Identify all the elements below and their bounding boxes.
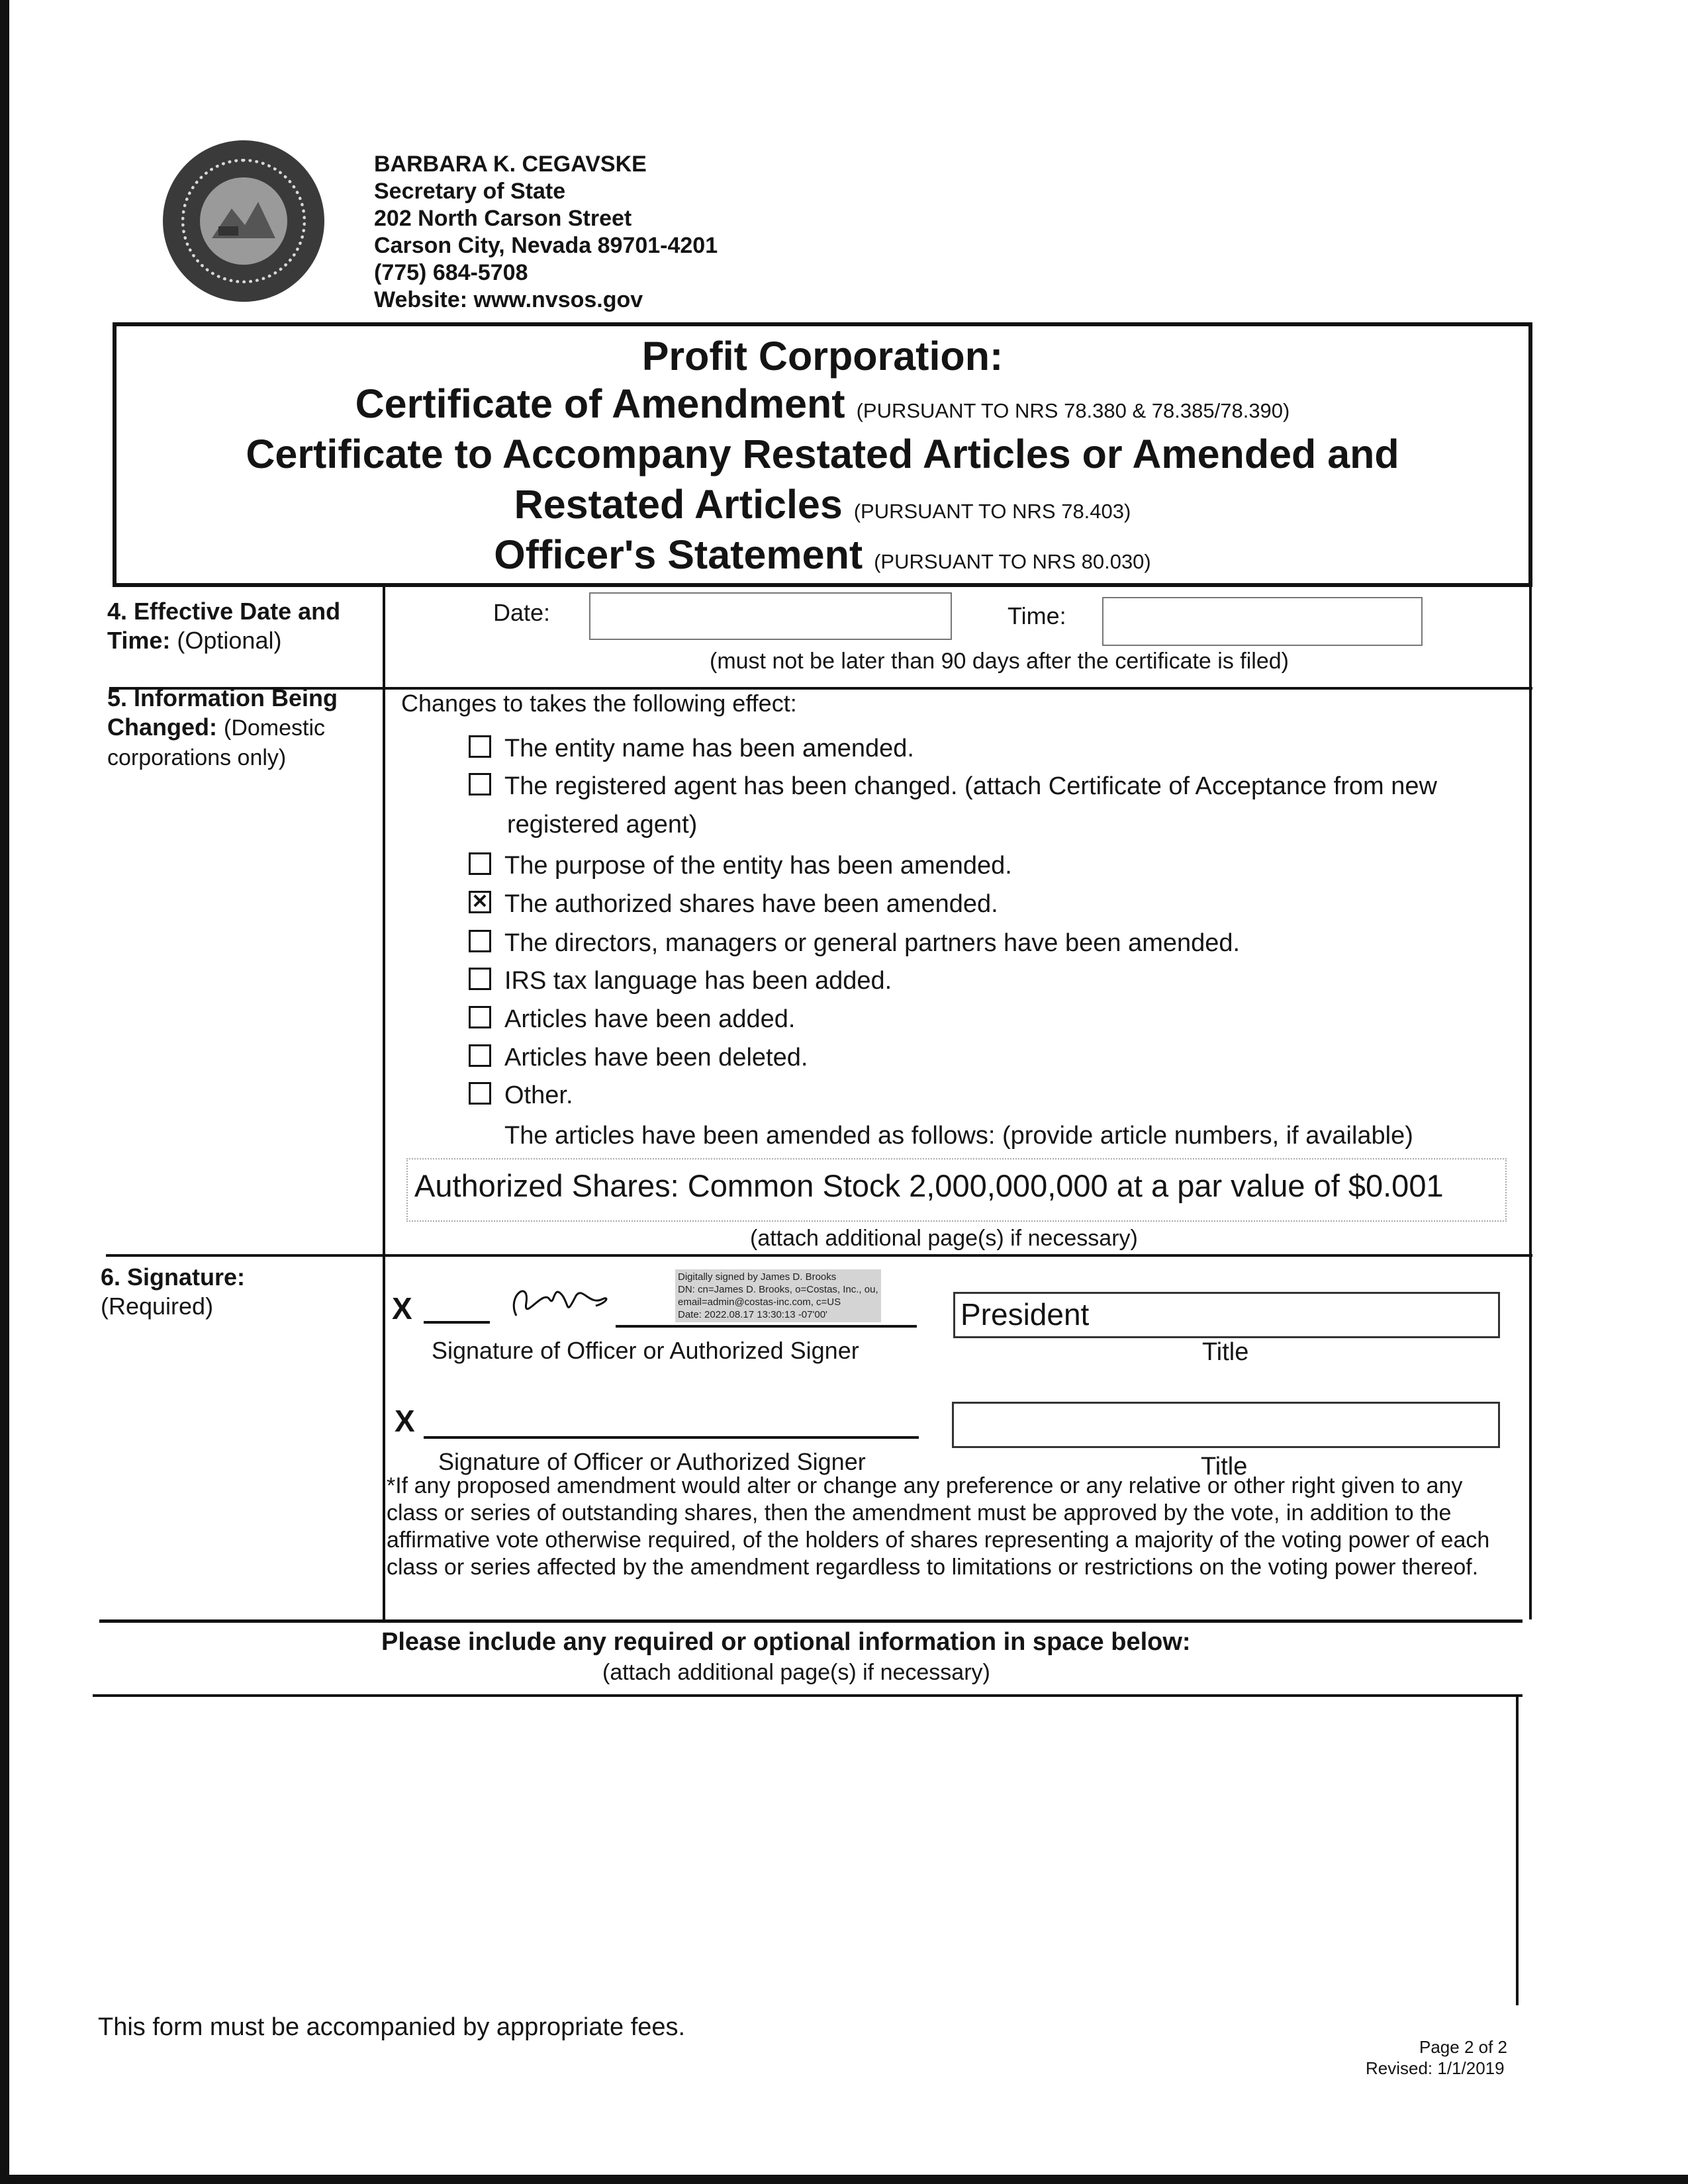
checkbox-registered-agent[interactable]: The registered agent has been changed. (attach Certificate of Acceptance from new xyxy=(469,768,1437,805)
checkbox[interactable] xyxy=(469,852,491,875)
registered-agent-continued: registered agent) xyxy=(507,811,698,839)
time-label: Time: xyxy=(1008,602,1066,629)
amended-articles-field[interactable]: Authorized Shares: Common Stock 2,000,000,000 at a par value of $0.001 xyxy=(406,1158,1507,1222)
title-caption: Title xyxy=(1202,1338,1249,1366)
title-restated-articles: Restated Articles (PURSUANT TO NRS 78.403) xyxy=(514,482,1131,527)
form-title-box xyxy=(113,322,1532,587)
secretary-name: BARBARA K. CEGAVSKE xyxy=(374,152,647,177)
office-address-block xyxy=(374,151,718,314)
title-caption: Title xyxy=(1201,1453,1248,1480)
title-certificate-restated: Certificate to Accompany Restated Articles or Amended and xyxy=(246,432,1399,477)
office-city: Carson City, Nevada 89701-4201 xyxy=(374,233,718,258)
section-4-label: 4. Effective Date and Time: (Optional) xyxy=(107,598,341,654)
title-field[interactable] xyxy=(952,1402,1500,1448)
amendment-footnote: *If any proposed amendment would alter or change any preference or any relative or other right given to any class or series of outstanding shares, then the amendment must be approved by the vote, in addition to the affirmative vote otherwise required, of the holders of shares representing a majority of the voting power of each class or series affected by the amendment regardless to limitations or restrictions on the voting power thereof. xyxy=(387,1473,1490,1580)
checkbox-authorized-shares[interactable]: ✕ The authorized shares have been amended. xyxy=(469,886,998,923)
signature-x-mark: X xyxy=(392,1291,412,1326)
signer-caption: Signature of Officer or Authorized Signer xyxy=(432,1337,859,1364)
signer-caption: Signature of Officer or Authorized Signer xyxy=(438,1448,866,1475)
row-divider xyxy=(106,1254,1532,1257)
secretary-role: Secretary of State xyxy=(374,179,566,204)
attach-pages-note: (attach additional page(s) if necessary) xyxy=(750,1226,1138,1251)
title-officers-statement: Officer's Statement (PURSUANT TO NRS 80.030) xyxy=(494,532,1151,577)
row-divider xyxy=(99,1619,1523,1623)
checkbox[interactable] xyxy=(469,773,491,796)
fees-notice: This form must be accompanied by appropriate fees. xyxy=(98,2013,686,2041)
handwritten-signature xyxy=(503,1276,616,1329)
date-limit-note: (must not be later than 90 days after the certificate is filed) xyxy=(710,649,1289,674)
checkbox[interactable] xyxy=(469,968,491,990)
office-phone: (775) 684-5708 xyxy=(374,260,528,285)
table-border xyxy=(1516,1694,1519,2005)
scan-edge xyxy=(0,0,9,2184)
checkbox[interactable] xyxy=(469,735,491,758)
title-profit-corporation: Profit Corporation: xyxy=(641,334,1004,379)
checkbox-other[interactable]: Other. xyxy=(469,1077,573,1114)
revised-date: Revised: 1/1/2019 xyxy=(1366,2058,1505,2078)
title-certificate-amendment: Certificate of Amendment (PURSUANT TO NRS 78.380 & 78.385/78.390) xyxy=(355,381,1290,426)
nrs-reference: (PURSUANT TO NRS 78.380 & 78.385/78.390) xyxy=(856,399,1290,422)
seal-mountain-icon xyxy=(212,199,275,238)
table-divider xyxy=(383,587,385,1619)
checkbox[interactable] xyxy=(469,1044,491,1067)
checkbox[interactable] xyxy=(469,1082,491,1105)
amended-as-follows-label: The articles have been amended as follows: (provide article numbers, if available) xyxy=(504,1122,1413,1150)
additional-information-area[interactable] xyxy=(93,1698,1515,2003)
signature-line xyxy=(616,1325,917,1328)
signature-line xyxy=(424,1321,490,1324)
checkbox-articles-added[interactable]: Articles have been added. xyxy=(469,1001,795,1038)
table-border xyxy=(1529,587,1532,1619)
checkbox[interactable] xyxy=(469,1006,491,1028)
checkbox[interactable] xyxy=(469,930,491,952)
effective-date-field[interactable] xyxy=(589,592,952,640)
checkbox-entity-name[interactable]: The entity name has been amended. xyxy=(469,730,914,767)
checked-checkbox-icon[interactable]: ✕ xyxy=(469,891,491,913)
date-label: Date: xyxy=(493,599,551,626)
extra-info-heading: Please include any required or optional information in space below: xyxy=(381,1628,1191,1656)
office-street: 202 North Carson Street xyxy=(374,206,632,231)
checkbox-directors[interactable]: The directors, managers or general partners have been amended. xyxy=(469,925,1240,962)
title-field[interactable]: President xyxy=(953,1292,1500,1338)
section-6-label: 6. Signature: (Required) xyxy=(101,1263,246,1320)
scan-edge xyxy=(0,2175,1688,2184)
checkbox-articles-deleted[interactable]: Articles have been deleted. xyxy=(469,1039,808,1076)
changes-intro: Changes to takes the following effect: xyxy=(401,690,797,717)
checkbox-irs-language[interactable]: IRS tax language has been added. xyxy=(469,962,892,999)
section-5-label: 5. Information Being Changed: (Domestic corporations only) xyxy=(107,684,338,770)
page-number: Page 2 of 2 xyxy=(1419,2037,1507,2057)
nrs-reference: (PURSUANT TO NRS 78.403) xyxy=(853,500,1131,523)
nrs-reference: (PURSUANT TO NRS 80.030) xyxy=(874,550,1151,573)
row-divider xyxy=(93,1694,1523,1697)
extra-info-note: (attach additional page(s) if necessary) xyxy=(602,1660,990,1685)
checkbox-purpose[interactable]: The purpose of the entity has been amended. xyxy=(469,847,1012,884)
signature-x-mark: X xyxy=(395,1404,415,1438)
signature-line[interactable] xyxy=(424,1436,919,1439)
effective-time-field[interactable] xyxy=(1102,597,1423,646)
digital-signature-stamp: Digitally signed by James D. Brooks DN: cn=James D. Brooks, o=Costas, Inc., ou, email=admin@costas-inc.com, c=US Date: 2022.08.17 13:30:13 -07'00' xyxy=(675,1269,881,1322)
office-website: Website: www.nvsos.gov xyxy=(374,287,643,312)
